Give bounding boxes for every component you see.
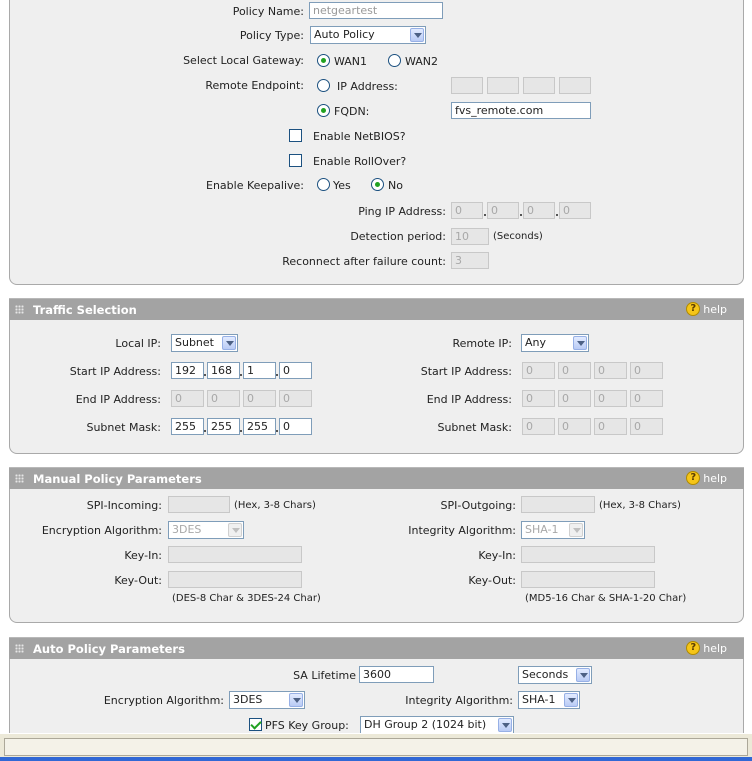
local-start-ip-octet-2[interactable]: 168 [207,362,240,379]
netbios-label: Enable NetBIOS? [313,130,406,143]
ip-dot [240,374,242,376]
section-title: Traffic Selection [33,303,137,317]
remote-endpoint-ip-octet-1 [451,77,483,94]
wan1-label: WAN1 [334,55,368,68]
local-subnet-mask-octet-3[interactable]: 255 [243,418,276,435]
reconnect-count-label: Reconnect after failure count: [282,255,446,268]
rollover-checkbox[interactable] [289,154,302,167]
auto-integrity-label: Integrity Algorithm: [405,694,513,707]
local-end-ip-octet-4: 0 [279,390,312,407]
local-ip-select[interactable]: Subnet [171,334,238,352]
ping-ip-octet-3: 0 [523,202,555,219]
auto-encryption-select[interactable]: 3DES [229,691,305,709]
ping-ip-octet-2: 0 [487,202,519,219]
ping-ip-dot [484,214,486,216]
section-title: Auto Policy Parameters [33,642,185,656]
sa-lifetime-input[interactable]: 3600 [359,666,434,683]
remote-subnet-mask-octet-4: 0 [630,418,663,435]
ping-ip-dot [520,214,522,216]
local-end-ip-octet-2: 0 [207,390,240,407]
spi-outgoing-hint: (Hex, 3-8 Chars) [599,500,681,511]
traffic-selection-header [9,298,744,320]
ip-dot [276,430,278,432]
pfs-checkbox[interactable] [249,718,262,731]
remote-endpoint-ip-octet-2 [487,77,519,94]
remote-start-ip-label: Start IP Address: [420,365,512,378]
remote-subnet-mask-label: Subnet Mask: [437,421,512,434]
policy-type-select[interactable]: Auto Policy [310,26,426,44]
remote-end-ip-octet-2: 0 [558,390,591,407]
help-link[interactable]: ? help [686,641,727,656]
auto-policy-header [9,637,744,659]
key-out-label: Key-Out: [114,574,162,587]
sa-lifetime-unit-select[interactable]: Seconds [518,666,592,684]
detection-period-unit: (Seconds) [493,231,543,242]
local-start-ip-octet-1[interactable]: 192 [171,362,204,379]
manual-policy-header [9,467,744,489]
ping-ip-octet-4: 0 [559,202,591,219]
remote-ip-label: Remote IP: [452,337,512,350]
keepalive-no-label: No [388,179,403,192]
grip-icon [15,644,24,653]
policy-name-input[interactable]: netgeartest [309,2,443,19]
encryption-key-hint: (DES-8 Char & 3DES-24 Char) [172,593,321,604]
reconnect-count-input: 3 [451,252,489,269]
fqdn-input[interactable]: fvs_remote.com [451,102,591,119]
taskbar-edge [0,757,752,761]
keepalive-yes-radio[interactable] [317,178,330,191]
remote-end-ip-octet-3: 0 [594,390,627,407]
spi-outgoing-input [521,496,595,513]
key-out-integrity-input [521,571,655,588]
ip-dot [276,374,278,376]
ip-dot [240,430,242,432]
spi-incoming-hint: (Hex, 3-8 Chars) [234,500,316,511]
key-out-integrity-label: Key-Out: [468,574,516,587]
help-icon: ? [686,302,700,316]
help-icon: ? [686,641,700,655]
netbios-checkbox[interactable] [289,129,302,142]
local-gateway-label: Select Local Gateway: [183,54,304,67]
key-in-input [168,546,302,563]
local-end-ip-octet-1: 0 [171,390,204,407]
detection-period-label: Detection period: [350,230,446,243]
ping-ip-octet-1: 0 [451,202,483,219]
manual-encryption-select: 3DES [168,521,244,539]
help-link[interactable]: ? help [686,302,727,317]
local-end-ip-label: End IP Address: [75,393,161,406]
sa-lifetime-label: SA Lifetime [293,669,356,682]
section-title: Manual Policy Parameters [33,472,202,486]
manual-integrity-label: Integrity Algorithm: [408,524,516,537]
remote-subnet-mask-octet-3: 0 [594,418,627,435]
status-bar [0,733,752,761]
policy-name-label: Policy Name: [232,5,304,18]
remote-endpoint-ip-octet-4 [559,77,591,94]
spi-incoming-input [168,496,230,513]
spi-incoming-label: SPI-Incoming: [86,499,162,512]
key-in-label: Key-In: [124,549,162,562]
grip-icon [15,474,24,483]
remote-endpoint-ip-octet-3 [523,77,555,94]
fqdn-radio[interactable] [317,104,330,117]
remote-start-ip-octet-2: 0 [558,362,591,379]
help-icon: ? [686,471,700,485]
keepalive-label: Enable Keepalive: [206,179,304,192]
auto-integrity-select[interactable]: SHA-1 [518,691,580,709]
local-ip-label: Local IP: [115,337,161,350]
local-subnet-mask-octet-1[interactable]: 255 [171,418,204,435]
local-subnet-mask-octet-2[interactable]: 255 [207,418,240,435]
local-subnet-mask-octet-4[interactable]: 0 [279,418,312,435]
remote-end-ip-label: End IP Address: [426,393,512,406]
ping-ip-dot [556,214,558,216]
ip-dot [204,374,206,376]
rollover-label: Enable RollOver? [313,155,407,168]
local-subnet-mask-label: Subnet Mask: [86,421,161,434]
spi-outgoing-label: SPI-Outgoing: [440,499,516,512]
grip-icon [15,305,24,314]
wan1-radio[interactable] [317,54,330,67]
remote-ip-option-label: IP Address: [337,80,398,93]
manual-encryption-label: Encryption Algorithm: [41,524,162,537]
remote-start-ip-octet-3: 0 [594,362,627,379]
local-start-ip-label: Start IP Address: [69,365,161,378]
wan2-radio[interactable] [388,54,401,67]
key-in-integrity-input [521,546,655,563]
pfs-group-select[interactable]: DH Group 2 (1024 bit) [360,716,514,734]
key-in-integrity-label: Key-In: [478,549,516,562]
remote-start-ip-octet-4: 0 [630,362,663,379]
remote-end-ip-octet-1: 0 [522,390,555,407]
manual-integrity-select: SHA-1 [521,521,585,539]
ping-ip-label: Ping IP Address: [358,205,446,218]
remote-start-ip-octet-1: 0 [522,362,555,379]
keepalive-no-radio[interactable] [371,178,384,191]
integrity-key-hint: (MD5-16 Char & SHA-1-20 Char) [525,593,687,604]
remote-ip-radio[interactable] [317,79,330,92]
key-out-input [168,571,302,588]
ip-dot [204,430,206,432]
remote-end-ip-octet-4: 0 [630,390,663,407]
local-start-ip-octet-4[interactable]: 0 [279,362,312,379]
status-frame [4,738,748,756]
auto-encryption-label: Encryption Algorithm: [103,694,224,707]
local-start-ip-octet-3[interactable]: 1 [243,362,276,379]
remote-ip-select[interactable]: Any [521,334,589,352]
wan2-label: WAN2 [405,55,439,68]
policy-type-label: Policy Type: [239,29,304,42]
local-end-ip-octet-3: 0 [243,390,276,407]
remote-subnet-mask-octet-1: 0 [522,418,555,435]
pfs-label: PFS Key Group: [265,719,349,732]
remote-subnet-mask-octet-2: 0 [558,418,591,435]
remote-endpoint-label: Remote Endpoint: [205,79,304,92]
keepalive-yes-label: Yes [333,179,351,192]
help-link[interactable]: ? help [686,471,727,486]
fqdn-option-label: FQDN: [334,105,370,118]
detection-period-input: 10 [451,228,489,245]
